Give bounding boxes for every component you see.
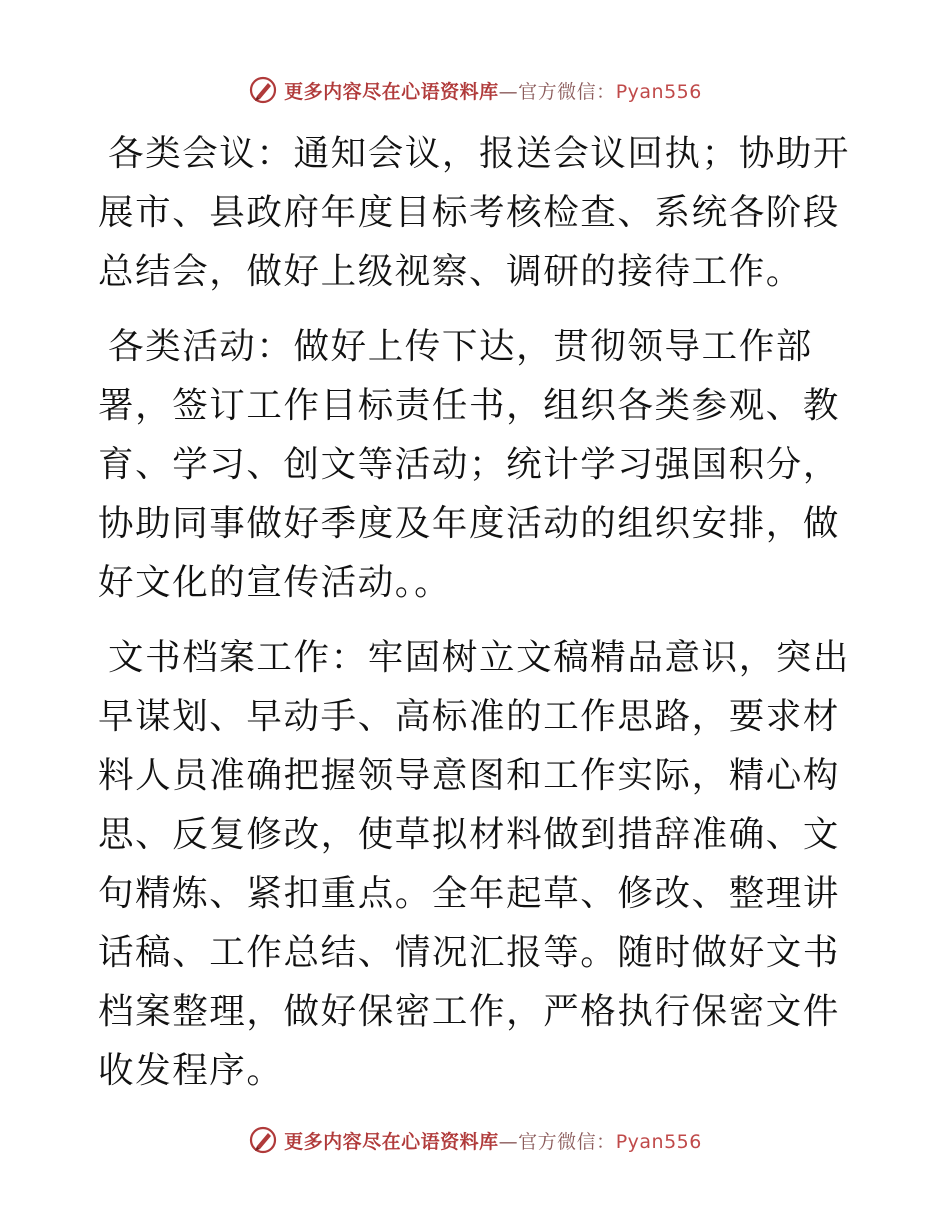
banner-wechat-id: Pyan556	[615, 1130, 702, 1153]
banner-sub-text: 官方微信：	[518, 1130, 616, 1153]
paragraph-archives: 文书档案工作：牢固树立文稿精品意识，突出早谋划、早动手、高标准的工作思路，要求材料人员准确把握领导意图和工作实际，精心构思、反复修改，使草拟材料做到措辞准确、文句精炼、紧扣重点。全年起草、修改、整理讲话稿、工作总结、情况汇报等。随时做好文书档案整理，做好保密工作，严格执行保密文件收发程序。	[98, 637, 851, 1091]
banner-sub-text: 官方微信：	[518, 80, 616, 103]
banner-wechat-id: Pyan556	[615, 80, 702, 103]
document-body	[98, 124, 854, 1116]
header-banner	[0, 70, 950, 110]
pen-logo-icon	[248, 75, 278, 105]
banner-dash: —	[498, 1130, 519, 1153]
paragraph-meetings: 各类会议：通知会议，报送会议回执；协助开展市、县政府年度目标考核检查、系统各阶段总结会，做好上级视察、调研的接待工作。	[98, 133, 851, 292]
paragraph-activities: 各类活动：做好上传下达，贯彻领导工作部署，签订工作目标责任书，组织各类参观、教育、学习、创文等活动；统计学习强国积分，协助同事做好季度及年度活动的组织安排，做好文化的宣传活动。。	[98, 326, 841, 603]
banner-dash: —	[498, 80, 519, 103]
banner-main-text: 更多内容尽在心语资料库	[284, 1130, 499, 1153]
banner-text	[284, 77, 702, 104]
banner-text	[284, 1127, 702, 1154]
banner-main-text: 更多内容尽在心语资料库	[284, 80, 499, 103]
pen-logo-icon	[248, 1125, 278, 1155]
footer-banner	[0, 1120, 950, 1160]
